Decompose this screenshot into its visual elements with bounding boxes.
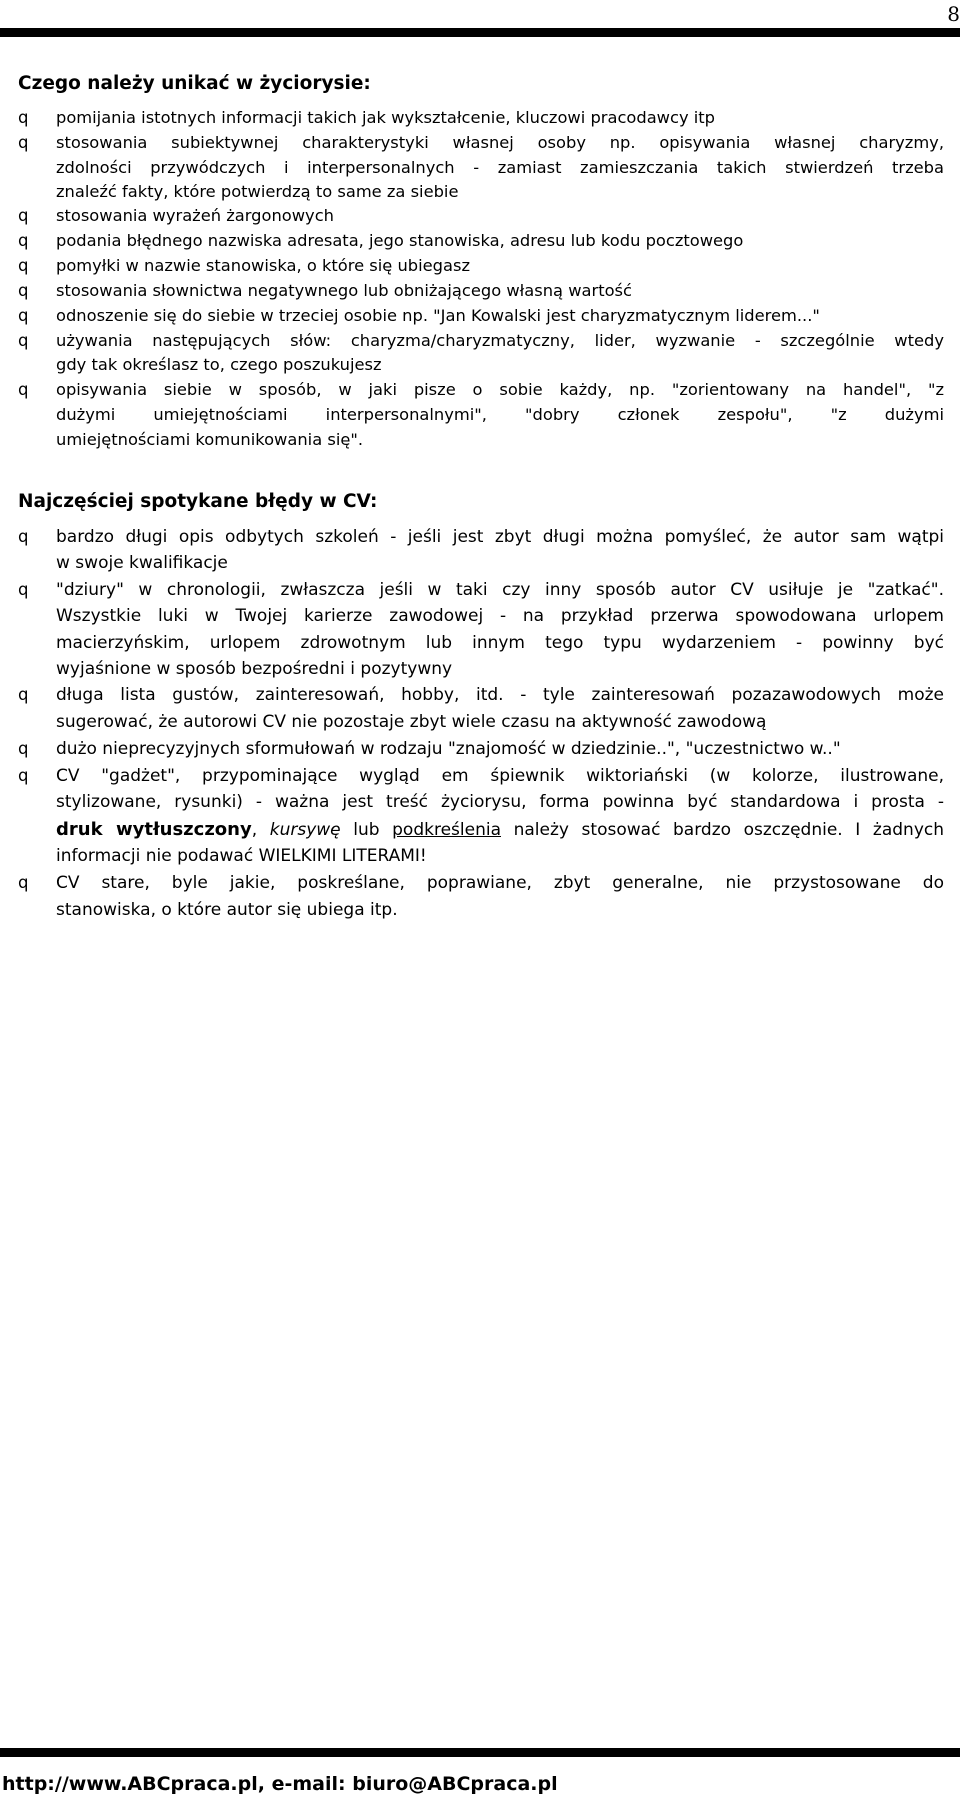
section-heading-avoid: Czego należy unikać w życiorysie: (18, 73, 371, 94)
list-bullet: q (18, 231, 29, 250)
list-item-continuation: informacji nie podawać WIELKIMI LITERAMI! (56, 846, 427, 866)
list-bullet: q (18, 527, 29, 546)
styled-line-rest: należy stosować bardzo oszczędnie. I żadnych (501, 820, 944, 840)
list-item-continuation: znaleźć fakty, które potwierdzą to same za siebie (56, 182, 459, 201)
list-item: dużo nieprecyzyjnych sformułowań w rodzaju "znajomość w dziedzinie..", "uczestnictwo w.." (56, 739, 841, 759)
list-item: bardzo długi opis odbytych szkoleń - jeśli jest zbyt długi można pomyśleć, że autor sam wątpi (56, 527, 944, 547)
page-number: 8 (947, 2, 960, 26)
list-item: pomyłki w nazwie stanowiska, o które się ubiegasz (56, 256, 470, 275)
list-bullet: q (18, 281, 29, 300)
section-heading-common-errors: Najczęściej spotykane błędy w CV: (18, 491, 378, 512)
list-item-continuation: stanowiska, o które autor się ubiega itp. (56, 900, 398, 920)
list-item: podania błędnego nazwiska adresata, jego stanowiska, adresu lub kodu pocztowego (56, 231, 744, 250)
list-bullet: q (18, 873, 29, 892)
list-item-continuation: sugerować, że autorowi CV nie pozostaje zbyt wiele czasu na aktywność zawodową (56, 712, 767, 732)
list-item: CV "gadżet", przypominające wygląd em śpiewnik wiktoriański (w kolorze, ilustrowane, (56, 766, 944, 786)
list-item: długa lista gustów, zainteresowań, hobby, itd. - tyle zainteresowań pozazawodowych może (56, 685, 944, 705)
list-bullet: q (18, 739, 29, 758)
top-rule (0, 28, 960, 37)
list-bullet: q (18, 306, 29, 325)
separator: lub (340, 820, 393, 840)
list-item-continuation: w swoje kwalifikacje (56, 553, 228, 573)
list-item-continuation: macierzyńskim, urlopem zdrowotnym lub innym tego typu wydarzeniem - powinny być (56, 633, 944, 653)
list-item-continuation: stylizowane, rysunki) - ważna jest treść życiorysu, forma powinna być standardowa i prosta - (56, 792, 944, 812)
list-item-continuation: wyjaśnione w sposób bezpośredni i pozytywny (56, 659, 453, 679)
list-bullet: q (18, 766, 29, 785)
list-item: CV stare, byle jakie, poskreślane, poprawiane, zbyt generalne, nie przystosowane do (56, 873, 944, 893)
list-item-continuation: umiejętnościami komunikowania się". (56, 430, 364, 449)
list-item: stosowania wyrażeń żargonowych (56, 206, 334, 225)
list-item: pomijania istotnych informacji takich jak wykształcenie, kluczowi pracodawcy itp (56, 108, 715, 127)
list-bullet: q (18, 108, 29, 127)
list-bullet: q (18, 331, 29, 350)
list-item: stosowania subiektywnej charakterystyki własnej osoby np. opisywania własnej charyzmy, (56, 133, 944, 152)
list-item: opisywania siebie w sposób, w jaki pisze o sobie każdy, np. "zorientowany na handel", "z (56, 380, 944, 399)
list-item: "dziury" w chronologii, zwłaszcza jeśli w taki czy inny sposób autor CV usiłuje je "zatkać". (56, 580, 944, 600)
list-bullet: q (18, 256, 29, 275)
list-item-continuation: zdolności przywódczych i interpersonalnych - zamiast zamieszczania takich stwierdzeń trzeba (56, 158, 944, 177)
bottom-rule (0, 1748, 960, 1757)
footer-contact: http://www.ABCpraca.pl, e-mail: biuro@ABCpraca.pl (2, 1773, 558, 1795)
list-bullet: q (18, 685, 29, 704)
list-item: odnoszenie się do siebie w trzeciej osobie np. "Jan Kowalski jest charyzmatycznym liderem..." (56, 306, 820, 325)
list-bullet: q (18, 380, 29, 399)
italic-sample: kursywę (269, 820, 341, 840)
list-item-continuation-styled (56, 819, 944, 840)
list-item-continuation: dużymi umiejętnościami interpersonalnymi", "dobry członek zespołu", "z dużymi (56, 405, 944, 424)
bold-sample: druk wytłuszczony (56, 819, 252, 840)
list-item: używania następujących słów: charyzma/charyzmatyczny, lider, wyzwanie - szczególnie wtedy (56, 331, 944, 350)
list-bullet: q (18, 580, 29, 599)
list-item-continuation: Wszystkie luki w Twojej karierze zawodowej - na przykład przerwa spowodowana urlopem (56, 606, 944, 626)
list-bullet: q (18, 206, 29, 225)
underline-sample: podkreślenia (392, 820, 501, 840)
list-item: stosowania słownictwa negatywnego lub obniżającego własną wartość (56, 281, 632, 300)
list-bullet: q (18, 133, 29, 152)
list-item-continuation: gdy tak określasz to, czego poszukujesz (56, 355, 382, 374)
separator: , (251, 820, 270, 840)
